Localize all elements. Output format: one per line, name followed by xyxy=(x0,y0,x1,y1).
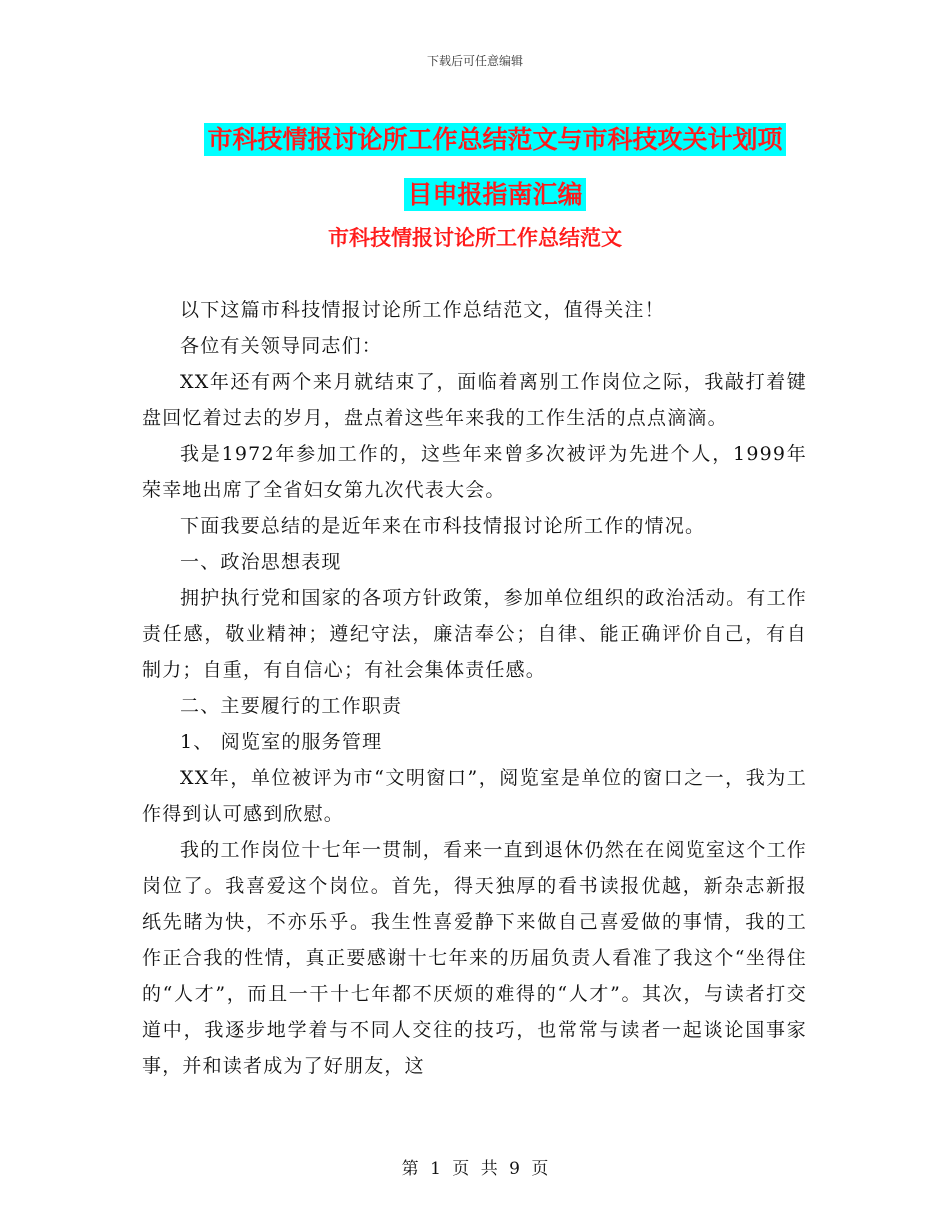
page-header-note: 下载后可任意编辑 xyxy=(426,54,523,68)
heading-political: 一、政治思想表现 xyxy=(180,551,342,573)
paragraph: 各位有关领导同志们： xyxy=(180,335,383,357)
paragraph: 下面我要总结的是近年来在市科技情报讨论所工作的情况。 xyxy=(180,515,706,537)
paragraph: 我的工作岗位十七年一贯制，看来一直到退休仍然在在阅览室这个工作岗位了。我喜爱这个岗位。首先，得天独厚的看书读报优越，新杂志新报纸先睹为快，不亦乐乎。我生性喜爱静下来做自己喜爱做的事情，我的工作正合我的性情，真正要感谢十七年来的历届负责人看准了我这个“坐得住的“人才”，而且一干十七年都不厌烦的难得的“人才”。其次，与读者打交道中，我逐步地学着与不同人交往的技巧，也常常与读者一起谈论国事家事，并和读者成为了好朋友，这 xyxy=(142,839,807,1077)
paragraph: XX年还有两个来月就结束了，面临着离别工作岗位之际，我敲打着键盘回忆着过去的岁月，盘点着这些年来我的工作生活的点点滴滴。 xyxy=(142,371,807,429)
document-body xyxy=(142,292,807,1084)
paragraph: 以下这篇市科技情报讨论所工作总结范文，值得关注！ xyxy=(180,299,665,321)
document-title-line-1: 市科技情报讨论所工作总结范文与市科技攻关计划项 xyxy=(204,123,785,156)
paragraph: 我是1972年参加工作的，这些年来曾多次被评为先进个人，1999年荣幸地出席了全省妇女第九次代表大会。 xyxy=(142,443,807,501)
document-title-line-2: 目申报指南汇编 xyxy=(404,178,585,211)
paragraph: 拥护执行党和国家的各项方针政策，参加单位组织的政治活动。有工作责任感，敬业精神；遵纪守法，廉洁奉公；自律、能正确评价自己，有自制力；自重，有自信心；有社会集体责任感。 xyxy=(142,587,807,681)
heading-duties: 二、主要履行的工作职责 xyxy=(180,695,403,717)
page-number-footer: 第 1 页 共 9 页 xyxy=(401,1159,549,1179)
section-title: 市科技情报讨论所工作总结范文 xyxy=(328,226,622,250)
subheading-reading-room: 1、 阅览室的服务管理 xyxy=(180,731,383,753)
document-title xyxy=(140,112,850,222)
paragraph: XX年，单位被评为市“文明窗口”，阅览室是单位的窗口之一，我为工作得到认可感到欣慰。 xyxy=(142,767,807,825)
